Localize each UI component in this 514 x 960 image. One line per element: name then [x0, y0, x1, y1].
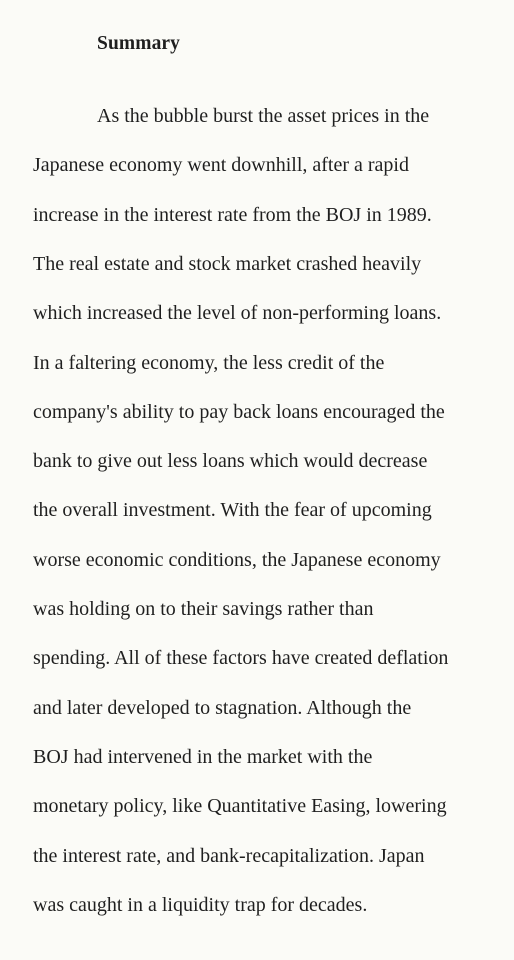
- section-heading: Summary: [97, 33, 181, 54]
- paragraph-line: was caught in a liquidity trap for decades.: [33, 893, 368, 916]
- paragraph-line: The real estate and stock market crashed heavily: [33, 252, 422, 275]
- paragraph-line: which increased the level of non-performing loans.: [33, 302, 442, 325]
- paragraph-line: and later developed to stagnation. Although the: [33, 696, 412, 719]
- paragraph-line: monetary policy, like Quantitative Easing, lowering: [33, 795, 447, 818]
- paragraph-line: company's ability to pay back loans encouraged the: [33, 400, 445, 423]
- paragraph-line: spending. All of these factors have created deflation: [33, 647, 449, 670]
- paragraph-line: the overall investment. With the fear of upcoming: [33, 499, 432, 522]
- paragraph-line: As the bubble burst the asset prices in the: [97, 105, 430, 127]
- paragraph-line: Japanese economy went downhill, after a rapid: [33, 154, 409, 177]
- paragraph-line: the interest rate, and bank-recapitalization. Japan: [33, 844, 425, 867]
- paragraph-line: worse economic conditions, the Japanese economy: [33, 548, 441, 571]
- paragraph-line: bank to give out less loans which would decrease: [33, 450, 428, 473]
- paragraph-line: In a faltering economy, the less credit of the: [33, 351, 385, 374]
- paragraph-line: BOJ had intervened in the market with the: [33, 745, 373, 768]
- paragraph-line: was holding on to their savings rather than: [33, 598, 374, 620]
- paragraph-line: increase in the interest rate from the BOJ in 1989.: [33, 203, 432, 226]
